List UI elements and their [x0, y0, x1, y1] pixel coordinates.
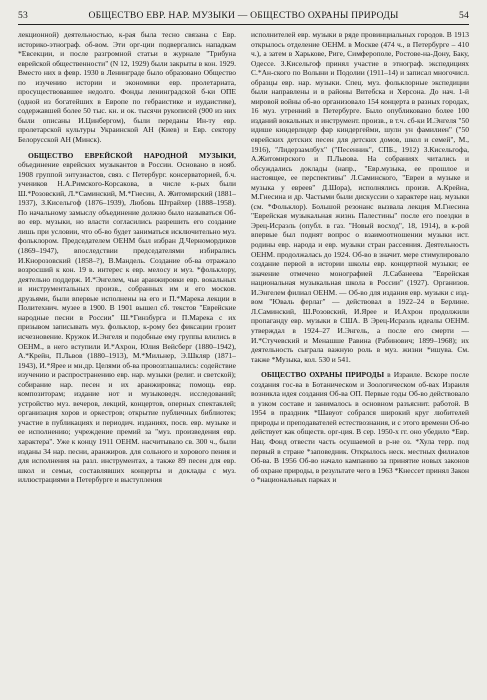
article-entry [18, 151, 236, 485]
article-heading: ОБЩЕСТВО ЕВРЕЙСКОЙ НАРОДНОЙ МУЗЫКИ, [28, 150, 236, 160]
right-column [251, 30, 469, 695]
page-number-right: 54 [459, 10, 469, 21]
page-number-left: 53 [18, 10, 28, 21]
left-column [18, 30, 236, 695]
article-entry [251, 370, 469, 485]
article-text: в Израиле. Вскоре после создания гос-ва в Ботаническом и Зоологическом об-вах Израиля возникла идея создания Об-ва ОП. Первые годы Об-во действовало в узком составе и занималось в основном разъяснит. работой. В 1954 в праздник *Шавуот собрался широкий круг любителей природы и преподавателей естествознания, и с этого времени Об-во действует как обществ. орг-ция. В сер. 1950-х гг. оно убедило *Евр. Нац. Фонд отвести часть осушаемой в р-не оз. *Хула терр. под первый в стране *заповедник. Открылось неск. местных филиалов Об-ва. В 1956 Об-во начало кампанию за принятие новых законов об охране природы, в результате чего в 1963 *Кнессет принял Закон о *национальных парках и [251, 370, 469, 485]
running-title: ОБЩЕСТВО ЕВР. НАР. МУЗЫКИ — ОБЩЕСТВО ОХРАНЫ ПРИРОДЫ [88, 10, 399, 21]
article-heading: ОБЩЕСТВО ОХРАНЫ ПРИРОДЫ [261, 370, 385, 380]
page-header [18, 8, 469, 25]
article-text: объединение еврейских музыкантов в России. Основано в нояб. 1908 группой энтузиастов, связ. с Петербург. консерваторией, б.ч. учеников Н.А.Римского-Корсакова, в числе к-рых были Ш.*Розовский, Л.*Саминский, М.*Гнесин, А. Житомирский (1881–1937), З.Кисельгоф (1876–1939), Любовь Штрайхер (1888–1958). По начальному замыслу объединение должно было называться Об-во евр. музыки, но власти согласились разрешить его создание лишь при условии, что об-во будет заниматься исключительно муз. фольклором. Председателем ОЕНМ был избран Д.Черномордиков (1869–1947), впоследствии председателями избирались И.Кнорозовский (1858–?), В.Мандель. Создание об-ва отражало возросший к кон. 19 в. интерес к евр. мелосу и муз. *фольклору, деятельно поддерж. И.*Энгелем, чьи аранжировки евр. вокальных и инструментальных произв., собранных им и его москов. друзьями, были впервые исполнены на его и П.*Марека лекции в Политехнич. музее в 1900. В 1901 вышел сб. текстов "Еврейские народные песни в России" Ш.*Гинзбурга и П.Марека с их призывом записывать муз. фольклор, к-рому без фиксации грозит исчезновение. Кружок И.Энгеля и подобные ему группы влились в ОЕНМ., в него вступили И.*Ахрон, Юлия Вейсберг (1880–1942), А.*Крейн, П.Львов (1880–1913), М.*Мильнер, Э.Шкляр (1871–1943), И.*Ярее и мн.др. Целями об-ва провозглашались: содействие изучению и распространению евр. нар. музыки (религ. и светской); собирание нар. песен и их аранжировка; помощь евр. композиторам; издание нот и музыковедч. исследований; устройство муз. вечеров, лекций, концертов, оперных спектаклей; организация хоров и оркестров; открытие публичных библиотек; участие в публикациях и периодич. изданиях, посв. евр. музыке и ее исполнению; учреждение премий за "муз. произведения евр. характера". Уже к концу 1911 ОЕНМ. насчитывало св. 300 ч., были изданы 34 нар. песни, аранжиров. для сольного и хорового пения и для исполнения на разл. инструментах, а также 89 песен для евр. школ и семьи, составлявших концерты и доклады с муз. иллюстрациями в Петербурге и выступления [18, 160, 236, 485]
article-text: лекционной) деятельностью, к-рая была тесно связана с Евр. историко-этнограф. об-вом. Эти орг-ции подвергались нападкам *Евсекции, и после разгромной статьи в журнале "Трибуна еврейской общественности" (N 12, 1929) были закрыты в кон. 1929. Вместо них в февр. 1930 в Ленинграде было образовано Общество по изучению истории и экономики евр. пролетариата, просуществовавшее недолго. Фонды ленинградской б-ки ОПЕ (одной из богатейших в Европе по гебраистике и иудаистике), содержавшей более 50 тыс. кн. и ок. тысячи рукописей (900 из них были описаны И.Цинбергом), были переданы Ин-ту евр. пролетарской культуры Украинской АН (Киев) и Евр. сектору Белорусской АН (Минск). [18, 30, 236, 145]
article-text: исполнителей евр. музыки в ряде провинциальных городов. В 1913 открылось отделение ОЕНМ. в Москве (474 ч., в Петербурге – 410 ч.), а затем в Харькове, Риге, Симферополе, Ростове-на-Дону, Баку, Одессе. З.Кисельгоф принял участие в этнограф. экспедициях С.*Ан-ского по Волыни и Подолии (1911–14) и записал многочисл. образцы евр. нар. музыки. Спец. муз. фольклорные экспедиции были направлены и в районы Витебска и Херсона. До нач. 1-й мировой войны об-во организовало 154 концерта в разных городах, 16 муз. утренний в Петербурге. Было опубликовано более 100 изданий вокальных и инструмент. произв., в т.ч. сб-ки И.Энгеля "50 идише киндерлидер фар киндергейми, шулн ун фамилиен" ("50 еврейских детских песен для детских домов, школ и семей", М., 1916), "Лидерзамлбух" ("Песенник", СПБ., 1912) З.Кисельгофа, А.Житомирского и П.Львова. На собраниях читались и обсуждались доклады (напр., "Евр.музыка, ее прошлое и настоящее, ее перспективы" Л.Саминского, "Евреи в музыке и музыка у евреев" Д.Шора), исполнялись произв. А.Крейна, М.Гнесина и др. Частыми были дискуссии о характере нац. музыки (см. *Фольклор). Большой резонанс вызвала лекция М.Гнесина "Еврейская музыкальная жизнь Палестины" после его поездки в Эрец-Исраэль (опубл. в газ. "Новый восход", 18, 1914), в к-рой впервые был поднят вопрос о взаимоотношении музыки ист. родины евр. народа и евр. музыки стран рассеяния. Деятельность ОЕНМ. продолжалась до 1924. Об-во в значит. мере стимулировало создание первой в истории школы евр. концертной музыки; ее значение отмечено монографией Л.Сабанеева "Еврейская национальная музыкальная школа в России" (1927). Организов. И.Энгелем филиал ОЕНМ. — Об-во для издания евр. музыки с изд-вом "Юваль ферлаг" — действовал в 1922–24 в Берлине. Л.Саминский, Ш.Розовский, И.Ярее и И.Ахрон продолжили пропаганду евр. музыки в США. В Эрец-Исраэль идеалы ОЕНМ. утверждал в 1924–27 И.Энгель, а после его смерти — И.*Стучевский и Менашше Равина (Рабинович; 1899–1968); их деятельность сыграла важную роль в муз. жизни *ишува. См. также *Музыка, кол. 530 и 541. [251, 30, 469, 364]
